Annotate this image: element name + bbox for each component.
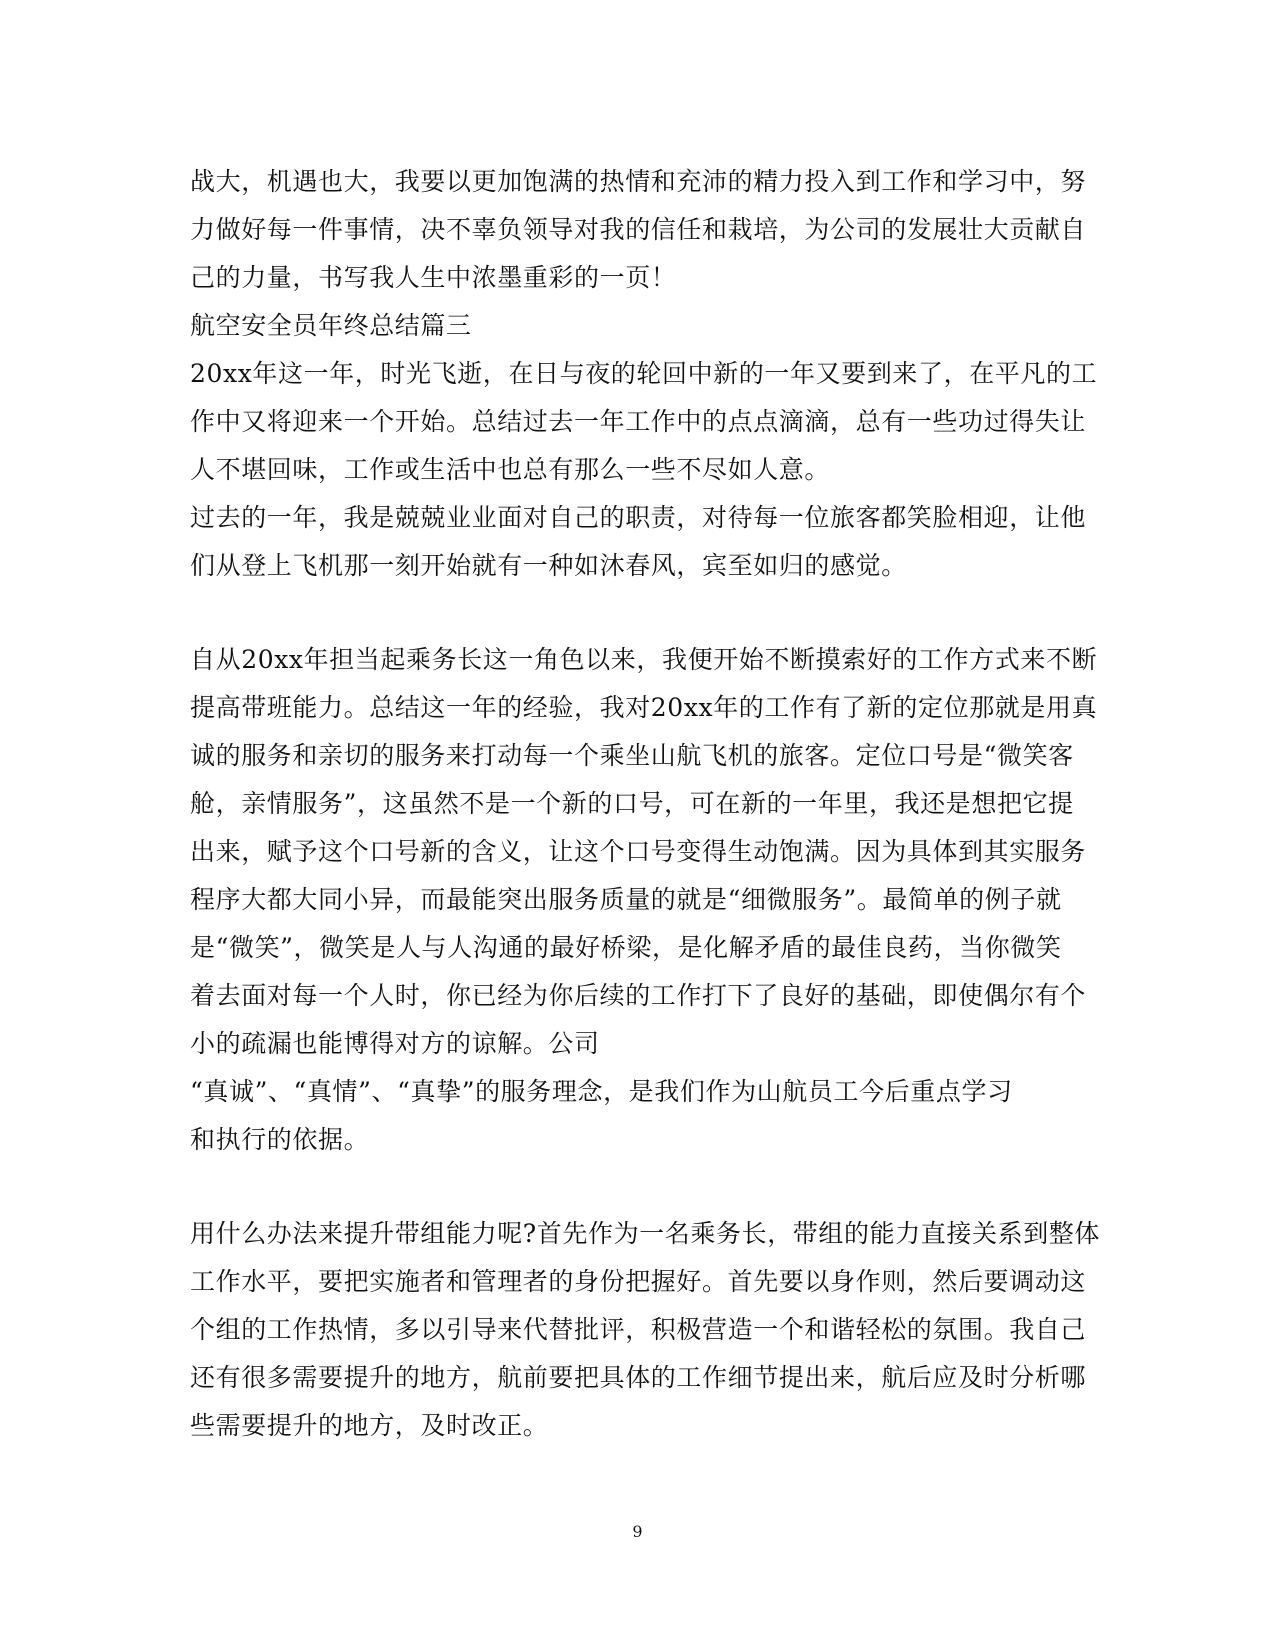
text-line: 着去面对每一个人时，你已经为你后续的工作打下了良好的基础，即使偶尔有个 [190, 981, 1087, 1010]
text-line: 用什么办法来提升带组能力呢?首先作为一名乘务长，带组的能力直接关系到整体 [190, 1219, 1101, 1248]
paragraph-gap [190, 1164, 1080, 1210]
paragraph-past-year [190, 494, 1087, 590]
text-line: 出来，赋予这个口号新的含义，让这个口号变得生动饱满。因为具体到其实服务 [190, 837, 1087, 866]
text-line: 些需要提升的地方，及时改正。 [190, 1411, 549, 1440]
text-line: 己的力量，书写我人生中浓墨重彩的一页！ [190, 263, 677, 292]
text-line: 诚的服务和亲切的服务来打动每一个乘坐山航飞机的旅客。定位口号是“微笑客 [190, 741, 1074, 770]
paragraph-purser-role [190, 636, 1098, 1068]
document-body [190, 158, 1101, 1450]
text-line: 是“微笑”，微笑是人与人沟通的最好桥梁，是化解矛盾的最佳良药，当你微笑 [190, 933, 1062, 962]
text-line: “真诚”、“真情”、“真挚”的服务理念，是我们作为山航员工今后重点学习 [190, 1077, 1013, 1106]
text-line: 过去的一年，我是兢兢业业面对自己的职责，对待每一位旅客都笑脸相迎，让他 [190, 503, 1087, 532]
text-line: 20xx年这一年，时光飞逝，在日与夜的轮回中新的一年又要到来了，在平凡的工 [190, 359, 1098, 388]
paragraph-gap [190, 590, 1080, 636]
paragraph-intro [190, 350, 1098, 494]
page-number: 9 [632, 1522, 643, 1541]
section-heading [190, 302, 1080, 350]
paragraph-team-leadership [190, 1210, 1101, 1450]
text-line: 小的疏漏也能博得对方的谅解。公司 [190, 1029, 600, 1058]
paragraph-service-concept [190, 1068, 1080, 1164]
text-line: 人不堪回味，工作或生活中也总有那么一些不尽如人意。 [190, 455, 831, 484]
text-line: 和执行的依据。 [190, 1125, 370, 1154]
heading-line: 航空安全员年终总结篇三 [190, 311, 472, 340]
text-line: 们从登上飞机那一刻开始就有一种如沐春风，宾至如归的感觉。 [190, 551, 907, 580]
text-line: 力做好每一件事情，决不辜负领导对我的信任和栽培，为公司的发展壮大贡献自 [190, 215, 1087, 244]
paragraph-closing [190, 158, 1087, 302]
text-line: 自从20xx年担当起乘务长这一角色以来，我便开始不断摸索好的工作方式来不断 [190, 645, 1098, 674]
text-line: 工作水平，要把实施者和管理者的身份把握好。首先要以身作则，然后要调动这 [190, 1267, 1087, 1296]
text-line: 舱，亲情服务”，这虽然不是一个新的口号，可在新的一年里，我还是想把它提 [190, 789, 1074, 818]
text-line: 作中又将迎来一个开始。总结过去一年工作中的点点滴滴，总有一些功过得失让 [190, 407, 1087, 436]
text-line: 还有很多需要提升的地方，航前要把具体的工作细节提出来，航后应及时分析哪 [190, 1363, 1087, 1392]
text-line: 战大，机遇也大，我要以更加饱满的热情和充沛的精力投入到工作和学习中，努 [190, 167, 1087, 196]
text-line: 提高带班能力。总结这一年的经验，我对20xx年的工作有了新的定位那就是用真 [190, 693, 1098, 722]
text-line: 程序大都大同小异，而最能突出服务质量的就是“细微服务”。最简单的例子就 [190, 885, 1062, 914]
text-line: 个组的工作热情，多以引导来代替批评，积极营造一个和谐轻松的氛围。我自己 [190, 1315, 1087, 1344]
